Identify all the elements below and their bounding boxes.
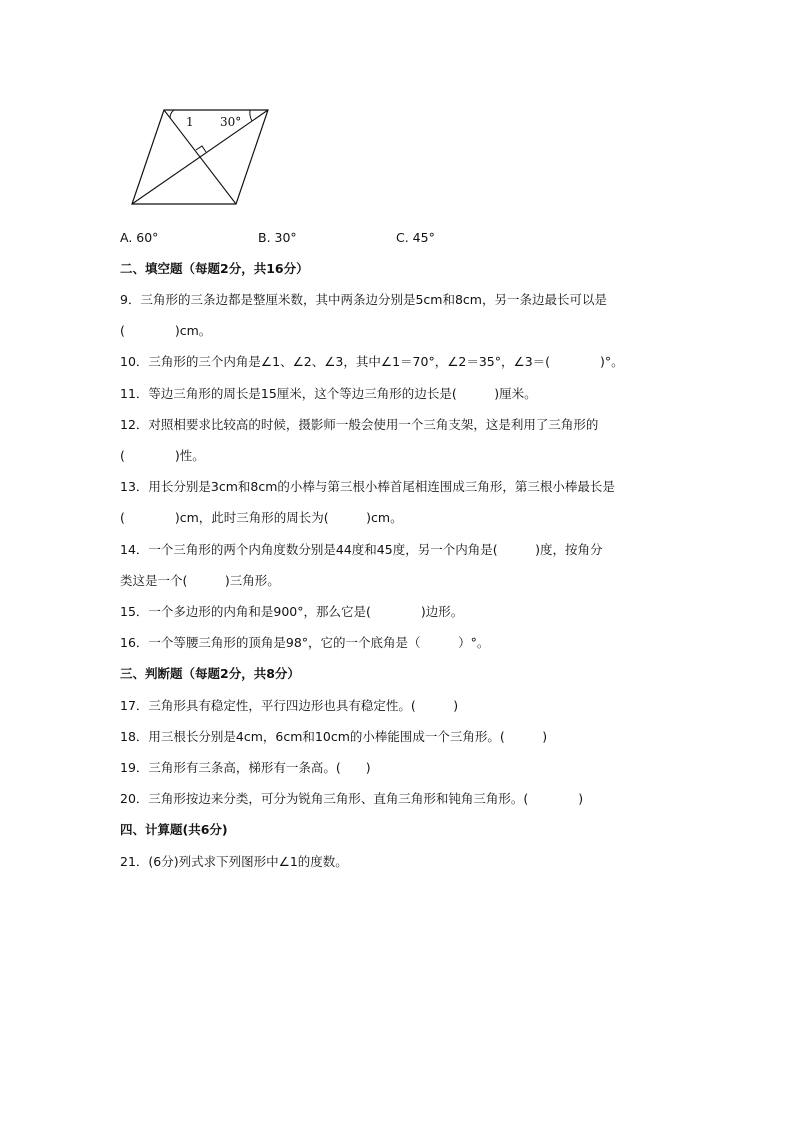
diagonal-bd (132, 110, 268, 204)
section-heading-fill: 二、填空题（每题2分，共16分） (120, 261, 309, 276)
option-a: A. 60° (120, 230, 159, 245)
question-12-line-1: 12．对照相要求比较高的时候，摄影师一般会使用一个三角支架，这是利用了三角形的 (120, 417, 599, 432)
option-b: B. 30° (258, 230, 297, 245)
question-12-line-2: ( )性。 (120, 448, 205, 463)
question-11: 11．等边三角形的周长是15厘米，这个等边三角形的边长是( )厘米。 (120, 386, 537, 401)
question-9-line-1: 9．三角形的三条边都是整厘米数，其中两条边分别是5cm和8cm，另一条边最长可以是 (120, 292, 607, 307)
question-19: 19．三角形有三条高，梯形有一条高。( ) (120, 760, 371, 775)
question-15: 15．一个多边形的内角和是900°，那么它是( )边形。 (120, 604, 464, 619)
question-13-line-1: 13．用长分别是3cm和8cm的小棒与第三根小棒首尾相连围成三角形，第三根小棒最长是 (120, 479, 615, 494)
angle-30-label: 30° (220, 115, 242, 129)
question-20: 20．三角形按边来分类，可分为锐角三角形、直角三角形和钝角三角形。( ) (120, 791, 584, 806)
answer-options-row (120, 230, 480, 246)
question-18: 18．用三根长分别是4cm，6cm和10cm的小棒能围成一个三角形。( ) (120, 729, 548, 744)
question-10: 10．三角形的三个内角是∠1、∠2、∠3，其中∠1＝70°，∠2＝35°，∠3＝( )°。 (120, 354, 624, 369)
question-9-line-2: ( )cm。 (120, 323, 212, 338)
question-14-line-2: 类这是一个( )三角形。 (120, 573, 280, 588)
question-16: 16．一个等腰三角形的顶角是98°，它的一个底角是（ ）°。 (120, 635, 490, 650)
section-heading-calc: 四、计算题(共6分) (120, 822, 228, 837)
angle-1-label: 1 (186, 115, 194, 129)
angle-30-arc (250, 110, 252, 121)
parallelogram-figure (120, 100, 280, 212)
question-21: 21．(6分)列式求下列图形中∠1的度数。 (120, 854, 348, 869)
question-13-line-2: ( )cm，此时三角形的周长为( )cm。 (120, 510, 403, 525)
question-17: 17．三角形具有稳定性，平行四边形也具有稳定性。( ) (120, 698, 459, 713)
right-angle-mark (196, 146, 206, 152)
question-14-line-1: 14．一个三角形的两个内角度数分别是44度和45度，另一个内角是( )度，按角分 (120, 542, 603, 557)
section-heading-judge: 三、判断题（每题2分，共8分） (120, 666, 300, 681)
angle-1-arc (170, 110, 174, 118)
option-c: C. 45° (396, 230, 435, 245)
